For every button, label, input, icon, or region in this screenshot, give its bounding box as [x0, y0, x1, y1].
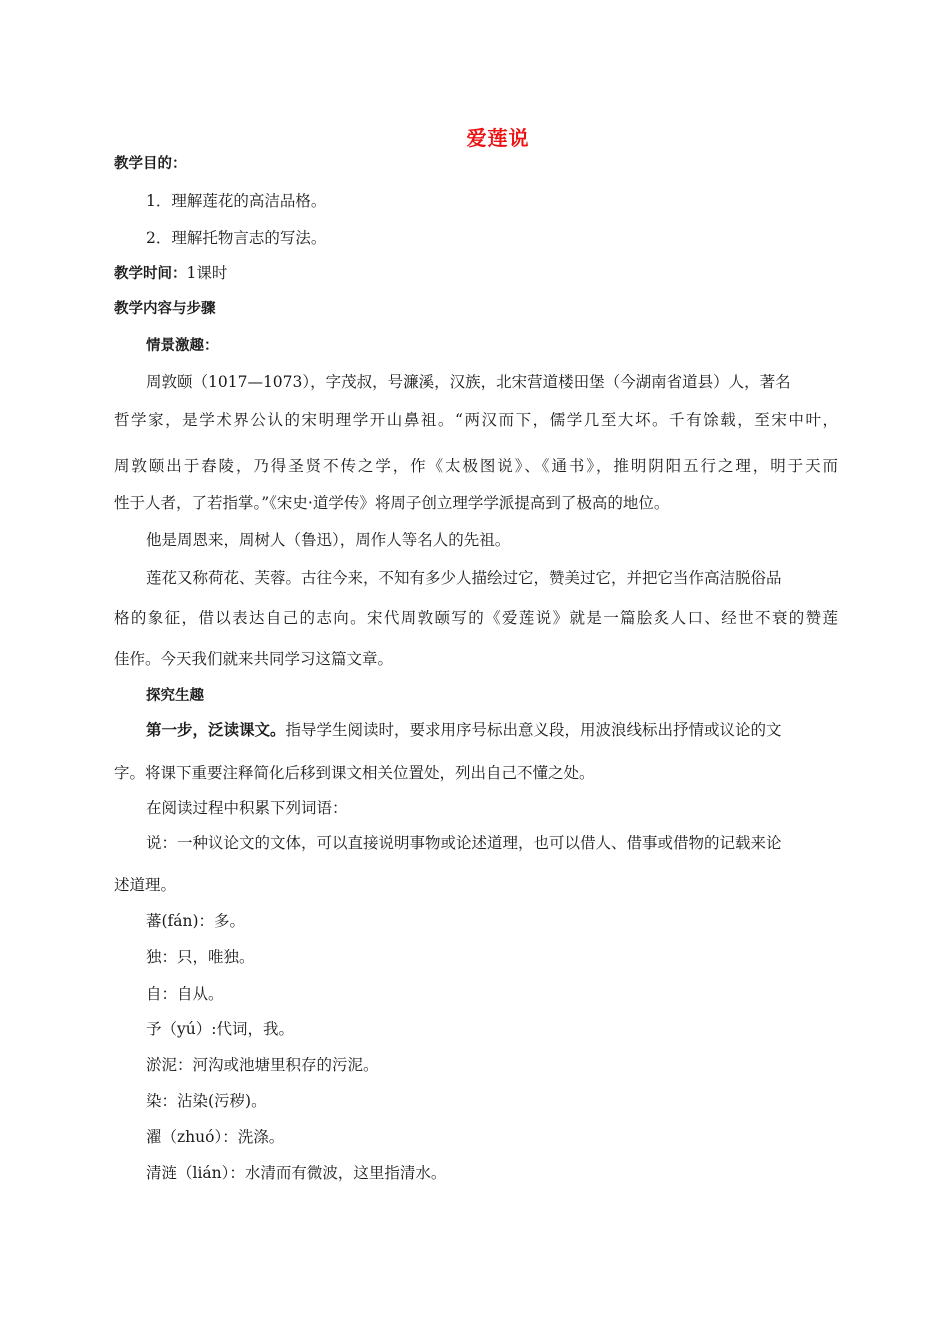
intro-paragraph-line: 周敦颐（1017—1073），字茂叔，号濂溪，汉族，北宋营道楼田堡（今湖南省道县）人，著名 — [146, 373, 791, 391]
intro-paragraph-line: 哲学家，是学术界公认的宋明理学开山鼻祖。“两汉而下，儒学几至大坏。千有馀载，至宋中叶， — [114, 411, 838, 429]
lotus-paragraph-line: 佳作。今天我们就来共同学习这篇文章。 — [114, 650, 394, 668]
glossary-item: 染：沾染(污秽)。 — [146, 1092, 267, 1110]
glossary-item: 淤泥：河沟或池塘里积存的污泥。 — [146, 1056, 379, 1074]
step1-lead: 第一步，泛读课文。 — [146, 721, 286, 739]
objective-item: 1．理解莲花的高洁品格。 — [146, 192, 327, 210]
vocab-intro: 在阅读过程中积累下列词语： — [146, 799, 348, 817]
glossary-item: 独：只，唯独。 — [146, 948, 255, 966]
intro-paragraph-line: 性于人者，了若指掌。”《宋史·道学传》将周子创立理学学派提高到了极高的地位。 — [114, 494, 670, 512]
teaching-time-value: 1课时 — [186, 264, 228, 282]
intro-paragraph-line: 周敦颐出于舂陵，乃得圣贤不传之学，作《太极图说》、《通书》，推明阴阳五行之理，明于天而 — [114, 457, 838, 475]
glossary-item: 清涟（lián）：水清而有微波，这里指清水。 — [146, 1164, 447, 1182]
glossary-item: 濯（zhuó）：洗涤。 — [146, 1128, 285, 1146]
ancestor-paragraph: 他是周恩来，周树人（鲁迅），周作人等名人的先祖。 — [146, 531, 511, 549]
step1-line — [146, 721, 838, 739]
glossary-item: 予（yú）:代词，我。 — [146, 1020, 294, 1038]
objectives-heading: 教学目的： — [114, 156, 187, 172]
teaching-time-label: 教学时间： — [114, 266, 187, 282]
shuo-definition-line: 述道理。 — [114, 876, 177, 894]
step1-text: 指导学生阅读时，要求用序号标出意义段，用波浪线标出抒情或议论的文 — [285, 721, 782, 739]
lotus-paragraph-line: 莲花又称荷花、芙蓉。古往今来，不知有多少人描绘过它，赞美过它，并把它当作高洁脱俗品 — [146, 569, 782, 587]
document-title: 爱莲说 — [466, 126, 530, 150]
glossary-item: 蕃(fán)：多。 — [146, 912, 246, 930]
intro-heading: 情景激趣： — [146, 338, 219, 354]
step1-line: 字。将课下重要注释简化后移到课文相关位置处，列出自己不懂之处。 — [114, 764, 595, 782]
teaching-time — [114, 264, 838, 283]
explore-heading: 探究生趣 — [146, 688, 204, 704]
lotus-paragraph-line: 格的象征，借以表达自己的志向。宋代周敦颐写的《爱莲说》就是一篇脍炙人口、经世不衰的赞莲 — [114, 609, 838, 627]
shuo-definition-line: 说：一种议论文的文体，可以直接说明事物或论述道理，也可以借人、借事或借物的记载来论 — [146, 834, 782, 852]
glossary-item: 自：自从。 — [146, 985, 224, 1003]
content-heading: 教学内容与步骤 — [114, 301, 216, 317]
objective-item: 2．理解托物言志的写法。 — [146, 229, 327, 247]
